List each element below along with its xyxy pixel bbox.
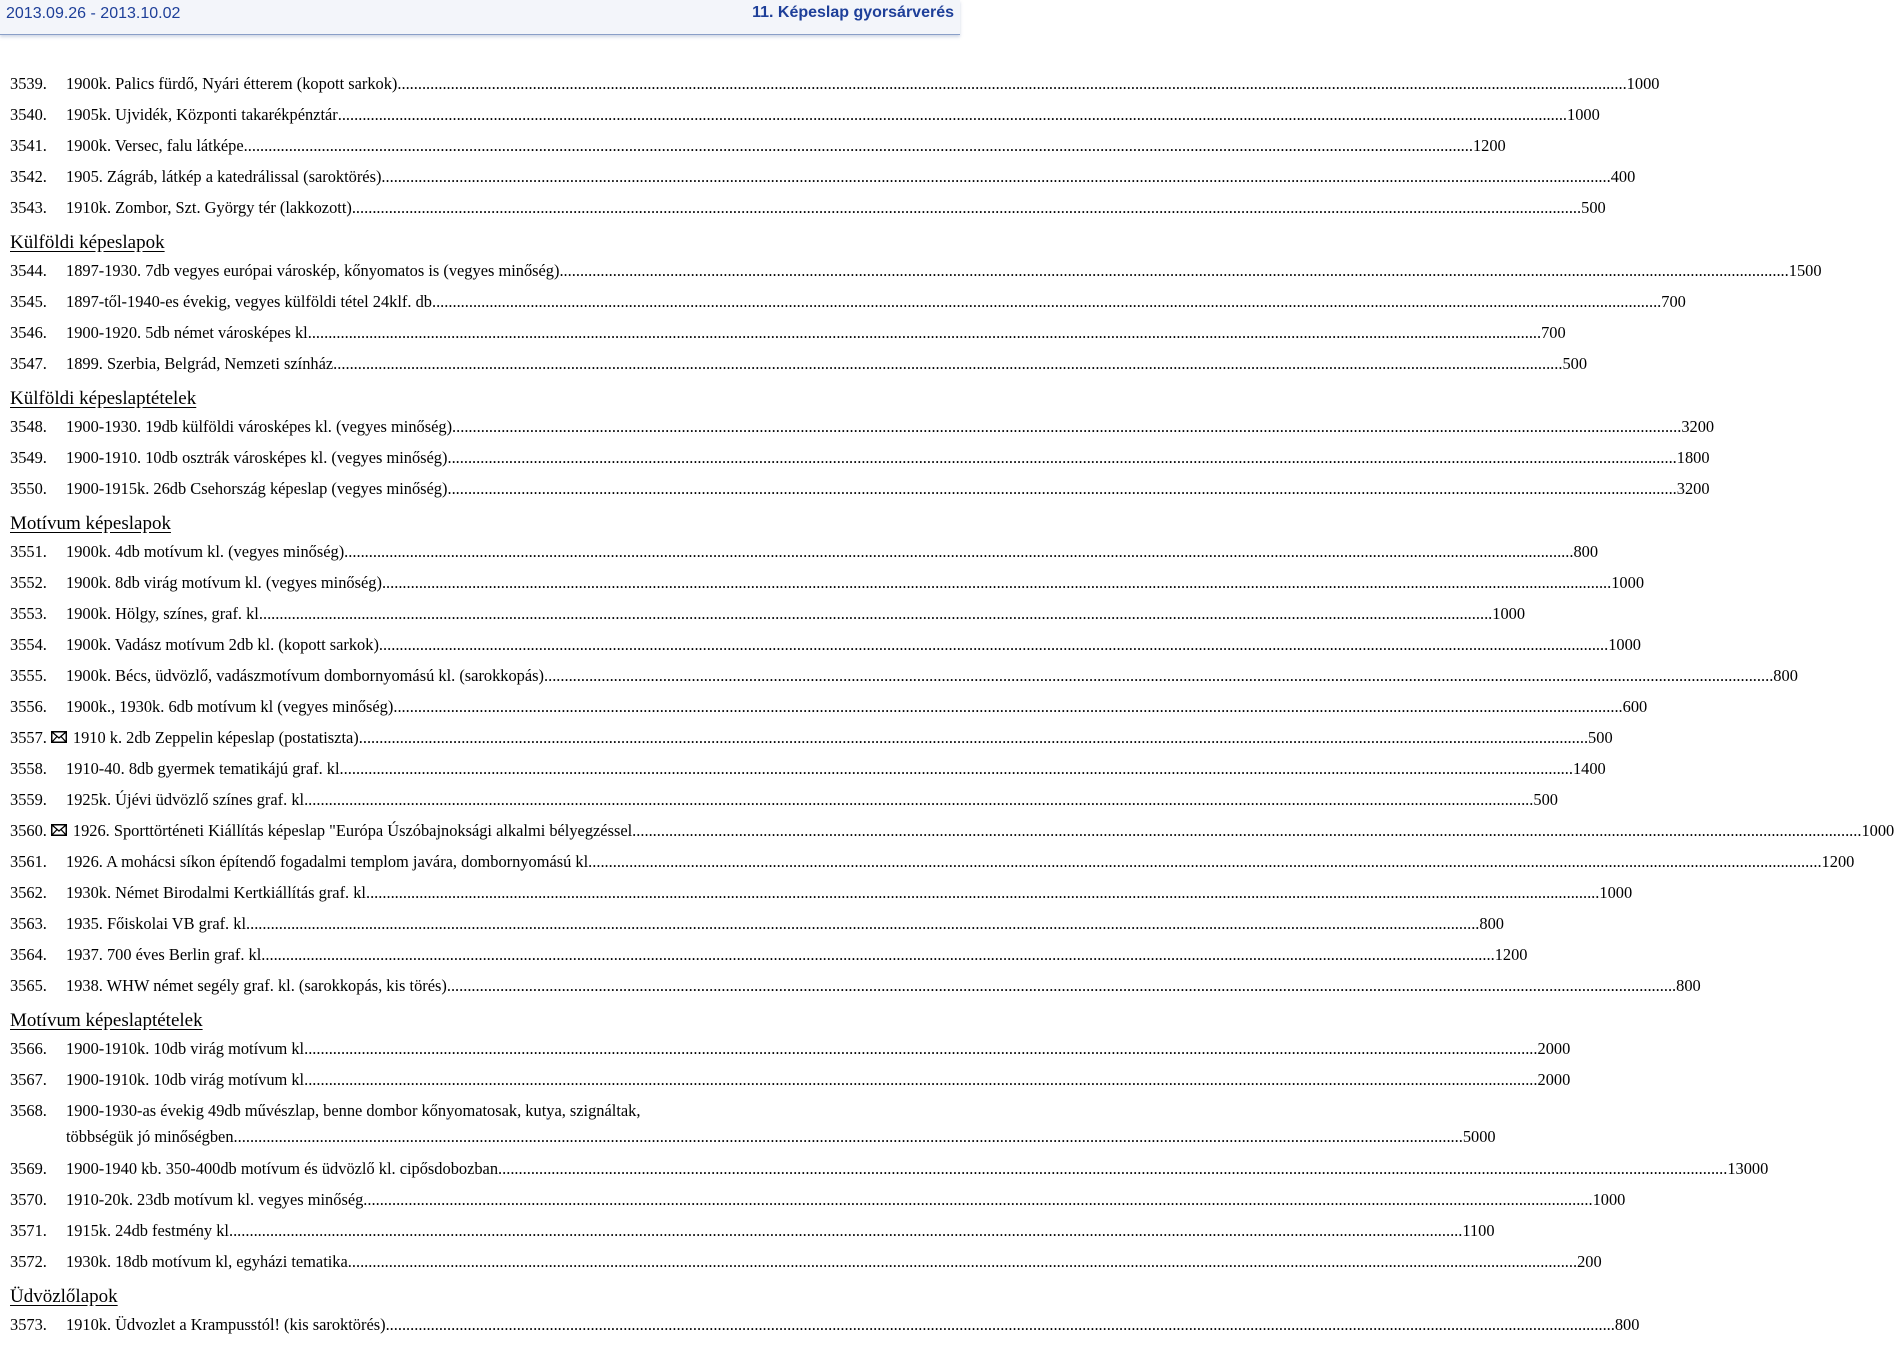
dot-leader: ............................................................................................................................................................................................................................................................................................................ (381, 573, 1612, 592)
list-item (10, 259, 1822, 290)
dot-leader: ............................................................................................................................................................................................................................................................................................................ (265, 945, 1495, 964)
list-item (10, 165, 1636, 196)
dot-leader: ............................................................................................................................................................................................................................................................................................................ (370, 883, 1600, 902)
lot-price: 800 (1614, 1315, 1640, 1334)
lot-number: 3563. (10, 914, 47, 933)
lot-number: 3567. (10, 1070, 47, 1089)
lot-price: 800 (1479, 914, 1504, 933)
item-group-kulfoldi-tetelek (10, 415, 1715, 508)
list-item (10, 881, 1633, 912)
item-group-motivum (10, 540, 1894, 1005)
dot-leader: ............................................................................................................................................................................................................................................................................................................ (337, 105, 1568, 124)
list-item (10, 103, 1600, 134)
lot-price: 1100 (1462, 1221, 1495, 1240)
section-heading-udvozlo: Üdvözlőlapok (10, 1286, 118, 1307)
lot-price: 800 (1773, 666, 1798, 685)
item-group-top (10, 72, 1660, 227)
lot-description: 1937. 700 éves Berlin graf. kl. (66, 945, 266, 964)
lot-description: 1900k., 1930k. 6db motívum kl (vegyes minőség) (66, 697, 394, 716)
lot-number: 3542. (10, 167, 47, 186)
lot-price: 1000 (1608, 635, 1641, 654)
lot-price: 1200 (1821, 852, 1855, 871)
dot-leader: ............................................................................................................................................................................................................................................................................................................ (446, 976, 1677, 995)
lot-description: 1915k. 24db festmény kl. (66, 1221, 234, 1240)
lot-price: 1200 (1472, 136, 1506, 155)
lot-price: 500 (1562, 354, 1588, 373)
lot-price: 1500 (1788, 261, 1822, 280)
list-item (10, 788, 1558, 819)
lot-price: 1000 (1626, 74, 1660, 93)
lot-number: 3568. (10, 1101, 47, 1120)
lot-price: 200 (1577, 1252, 1602, 1271)
dot-leader: ............................................................................................................................................................................................................................................................................................................ (447, 479, 1677, 498)
list-item (10, 321, 1566, 352)
header-title: 11. Képeslap gyorsárverés (752, 4, 954, 21)
lot-description: 1926. A mohácsi síkon építendő fogadalmi templom javára, dombornyomású kl. (66, 852, 593, 871)
lot-number: 3565. (10, 976, 47, 995)
lot-number: 3551. (10, 542, 47, 561)
lot-description: 1897-1930. 7db vegyes európai városkép, kőnyomatos is (vegyes minőség) (66, 261, 560, 280)
dot-leader: ............................................................................................................................................................................................................................................................................................................ (544, 666, 1774, 685)
dot-leader: ............................................................................................................................................................................................................................................................................................................ (243, 136, 1473, 155)
lot-number: 3540. (10, 105, 47, 124)
lot-number: 3549. (10, 448, 47, 467)
lot-description: 1926. Sporttörténeti Kiállítás képeslap "Európa Úszóbajnoksági alkalmi bélyegzéssel (72, 821, 633, 840)
dot-leader: ............................................................................................................................................................................................................................................................................................................ (343, 759, 1573, 778)
lot-price: 400 (1610, 167, 1636, 186)
lot-price: 700 (1541, 323, 1566, 342)
lot-number: 3541. (10, 136, 47, 155)
dot-leader: ............................................................................................................................................................................................................................................................................................................ (632, 821, 1862, 840)
dot-leader: ............................................................................................................................................................................................................................................................................................................ (304, 790, 1534, 809)
dot-leader: ............................................................................................................................................................................................................................................................................................................ (498, 1159, 1728, 1178)
lot-number: 3571. (10, 1221, 47, 1240)
list-item (10, 1313, 1640, 1344)
list-item (10, 664, 1798, 695)
lot-number: 3548. (10, 417, 47, 436)
lot-number: 3544. (10, 261, 47, 280)
list-item (10, 1188, 1626, 1219)
list-item (10, 196, 1606, 227)
lot-number: 3560. (10, 821, 47, 840)
lot-number: 3539. (10, 74, 47, 93)
lot-number: 3550. (10, 479, 47, 498)
list-item (10, 1157, 1769, 1188)
list-item (10, 352, 1588, 383)
list-item (10, 912, 1504, 943)
lot-description: 1900-1940 kb. 350-400db motívum és üdvözlő kl. cipősdobozban (66, 1159, 499, 1178)
list-item (10, 72, 1660, 103)
dot-leader: ............................................................................................................................................................................................................................................................................................................ (333, 354, 1563, 373)
lot-number: 3569. (10, 1159, 47, 1178)
envelope-icon (51, 728, 67, 740)
lot-price: 700 (1661, 292, 1686, 311)
item-group-motivum-tetelek (10, 1037, 1769, 1281)
lot-description: 1897-től-1940-es évekig, vegyes külföldi tétel 24klf. db (66, 292, 432, 311)
lot-price: 5000 (1462, 1127, 1496, 1146)
lot-price: 1000 (1599, 883, 1633, 902)
lot-number: 3545. (10, 292, 47, 311)
lot-price: 1800 (1676, 448, 1710, 467)
lot-description: 1910 k. 2db Zeppelin képeslap (postatiszta) (72, 728, 359, 747)
list-item (10, 726, 1613, 757)
list-item (10, 633, 1641, 664)
lot-price: 1400 (1572, 759, 1606, 778)
dot-leader: ............................................................................................................................................................................................................................................................................................................ (347, 1252, 1578, 1271)
list-item (10, 695, 1648, 726)
lot-number: 3566. (10, 1039, 47, 1058)
lot-price: 3200 (1676, 479, 1710, 498)
lot-description: 1900k. 8db virág motívum kl. (vegyes minőség) (66, 573, 382, 592)
section-heading-kulfoldi: Külföldi képeslapok (10, 232, 165, 253)
list-item (10, 446, 1710, 477)
dot-leader: ............................................................................................................................................................................................................................................................................................................ (351, 198, 1582, 217)
lot-description: 1910k. Üdvozlet a Krampusstól! (kis saroktörés) (66, 1315, 386, 1334)
list-item (10, 1250, 1602, 1281)
lot-number: 3573. (10, 1315, 47, 1334)
lot-number: 3559. (10, 790, 47, 809)
dot-leader: ............................................................................................................................................................................................................................................................................................................ (592, 852, 1822, 871)
lot-description: 1938. WHW német segély graf. kl. (sarokkopás, kis törés) (66, 976, 447, 995)
list-item (10, 757, 1606, 788)
section-heading-motivum-tetelek: Motívum képeslaptételek (10, 1010, 203, 1031)
header-date-range: 2013.09.26 - 2013.10.02 (6, 5, 181, 22)
dot-leader: ............................................................................................................................................................................................................................................................................................................ (358, 728, 1589, 747)
dot-leader: ............................................................................................................................................................................................................................................................................................................ (233, 1127, 1463, 1146)
lot-description: 1905k. Ujvidék, Központi takarékpénztár (66, 105, 338, 124)
list-item (10, 819, 1894, 850)
lot-price: 1000 (1592, 1190, 1626, 1209)
dot-leader: ............................................................................................................................................................................................................................................................................................................ (262, 604, 1493, 623)
lot-number: 3543. (10, 198, 47, 217)
list-item (10, 602, 1526, 633)
list-item (10, 415, 1715, 446)
lot-price: 2000 (1537, 1070, 1571, 1089)
page-header (0, 0, 960, 35)
lot-description: 1905. Zágráb, látkép a katedrálissal (saroktörés) (66, 167, 382, 186)
dot-leader: ............................................................................................................................................................................................................................................................................................................ (308, 1070, 1538, 1089)
lot-number: 3572. (10, 1252, 47, 1271)
item-group-udvozlo (10, 1313, 1640, 1344)
list-item (10, 1037, 1571, 1068)
list-item (10, 134, 1506, 165)
lot-description: 1900-1920. 5db német városképes kl. (66, 323, 312, 342)
lot-description: 1900k. Hölgy, színes, graf. kl. (66, 604, 263, 623)
lot-description: 1930k. Német Birodalmi Kertkiállítás graf. kl. (66, 883, 371, 902)
lot-description: 1900k. Vadász motívum 2db kl. (kopott sarkok) (66, 635, 379, 654)
list-item (10, 1099, 1496, 1157)
lot-number: 3564. (10, 945, 47, 964)
dot-leader: ............................................................................................................................................................................................................................................................................................................ (431, 292, 1662, 311)
lot-description-continued: többségük jó minőségben (66, 1127, 234, 1146)
section-heading-motivum: Motívum képeslapok (10, 513, 171, 534)
lot-description: 1910k. Zombor, Szt. György tér (lakkozott) (66, 198, 352, 217)
lot-description: 1900-1930-as évekig 49db művészlap, benne dombor kőnyomatosak, kutya, szignáltak, (66, 1101, 641, 1120)
envelope-icon (51, 821, 67, 833)
list-item (10, 943, 1528, 974)
lot-price: 1000 (1567, 105, 1600, 124)
lot-price: 500 (1581, 198, 1606, 217)
lot-description: 1910-40. 8db gyermek tematikájú graf. kl. (66, 759, 344, 778)
dot-leader: ............................................................................................................................................................................................................................................................................................................ (397, 74, 1627, 93)
lot-price: 2000 (1537, 1039, 1571, 1058)
lot-description: 1900k. Bécs, üdvözlő, vadászmotívum dombornyomású kl. (sarokkopás) (66, 666, 544, 685)
lot-description: 1900-1910k. 10db virág motívum kl. (66, 1070, 309, 1089)
lot-number: 3555. (10, 666, 47, 685)
lot-number: 3570. (10, 1190, 47, 1209)
list-item (10, 290, 1686, 321)
lot-price: 800 (1676, 976, 1701, 995)
dot-leader: ............................................................................................................................................................................................................................................................................................................ (559, 261, 1789, 280)
lot-description: 1900-1910k. 10db virág motívum kl. (66, 1039, 309, 1058)
lot-description: 1930k. 18db motívum kl, egyházi tematika (66, 1252, 348, 1271)
dot-leader: ............................................................................................................................................................................................................................................................................................................ (233, 1221, 1463, 1240)
list-item (10, 1219, 1495, 1250)
lot-number: 3556. (10, 697, 47, 716)
dot-leader: ............................................................................................................................................................................................................................................................................................................ (385, 1315, 1615, 1334)
list-item (10, 1068, 1571, 1099)
list-item (10, 571, 1645, 602)
list-item (10, 850, 1855, 881)
lot-number: 3558. (10, 759, 47, 778)
lot-price: 500 (1588, 728, 1613, 747)
lot-number: 3547. (10, 354, 47, 373)
lot-number: 3552. (10, 573, 47, 592)
lot-number: 3546. (10, 323, 47, 342)
lot-description: 1899. Szerbia, Belgrád, Nemzeti színház (66, 354, 334, 373)
lot-price: 500 (1533, 790, 1558, 809)
dot-leader: ............................................................................................................................................................................................................................................................................................................ (311, 323, 1542, 342)
lot-description: 1900-1930. 19db külföldi városképes kl. (vegyes minőség) (66, 417, 453, 436)
auction-list (10, 72, 1894, 1344)
lot-number: 3557. (10, 728, 47, 747)
lot-number: 3554. (10, 635, 47, 654)
dot-leader: ............................................................................................................................................................................................................................................................................................................ (378, 635, 1609, 654)
lot-description: 1900-1910. 10db osztrák városképes kl. (vegyes minőség) (66, 448, 448, 467)
lot-description: 1900-1915k. 26db Csehország képeslap (vegyes minőség) (66, 479, 448, 498)
lot-number: 3553. (10, 604, 47, 623)
lot-price: 1000 (1611, 573, 1645, 592)
lot-number: 3562. (10, 883, 47, 902)
list-item (10, 477, 1710, 508)
lot-description: 1900k. 4db motívum kl. (vegyes minőség) (66, 542, 345, 561)
lot-price: 1200 (1494, 945, 1528, 964)
dot-leader: ............................................................................................................................................................................................................................................................................................................ (452, 417, 1682, 436)
item-group-kulfoldi (10, 259, 1822, 383)
dot-leader: ............................................................................................................................................................................................................................................................................................................ (363, 1190, 1593, 1209)
lot-description: 1900k. Versec, falu látképe (66, 136, 244, 155)
dot-leader: ............................................................................................................................................................................................................................................................................................................ (344, 542, 1574, 561)
lot-description: 1935. Főiskolai VB graf. kl. (66, 914, 251, 933)
list-item (10, 974, 1701, 1005)
dot-leader: ............................................................................................................................................................................................................................................................................................................ (308, 1039, 1538, 1058)
section-heading-kulfoldi-tetelek: Külföldi képeslaptételek (10, 388, 197, 409)
lot-description: 1925k. Újévi üdvözlő színes graf. kl (66, 790, 305, 809)
dot-leader: ............................................................................................................................................................................................................................................................................................................ (393, 697, 1623, 716)
lot-number: 3561. (10, 852, 47, 871)
lot-price: 800 (1573, 542, 1599, 561)
dot-leader: ............................................................................................................................................................................................................................................................................................................ (381, 167, 1611, 186)
lot-description: 1910-20k. 23db motívum kl. vegyes minőség (66, 1190, 364, 1209)
dot-leader: ............................................................................................................................................................................................................................................................................................................ (447, 448, 1677, 467)
lot-price: 600 (1622, 697, 1648, 716)
dot-leader: ............................................................................................................................................................................................................................................................................................................ (250, 914, 1480, 933)
lot-price: 1000 (1861, 821, 1894, 840)
lot-price: 13000 (1727, 1159, 1769, 1178)
list-item (10, 540, 1599, 571)
lot-price: 3200 (1681, 417, 1715, 436)
lot-description: 1900k. Palics fürdő, Nyári étterem (kopott sarkok) (66, 74, 398, 93)
lot-price: 1000 (1492, 604, 1526, 623)
